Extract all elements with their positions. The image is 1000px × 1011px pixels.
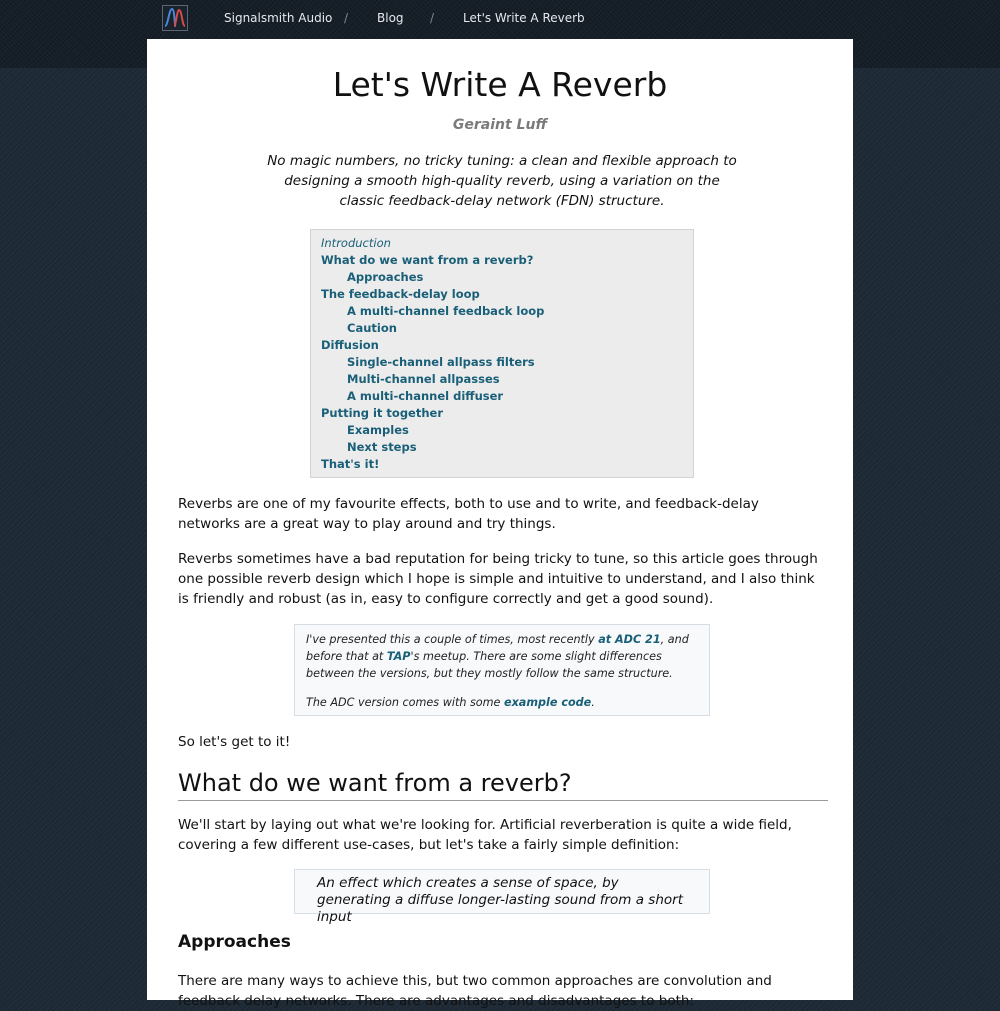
page-title: Let's Write A Reverb bbox=[332, 65, 668, 104]
note-text: The ADC version comes with some bbox=[306, 696, 504, 709]
example-code-link[interactable]: example code bbox=[504, 696, 592, 709]
breadcrumb-blog[interactable]: Blog bbox=[377, 11, 404, 25]
presentation-note-box bbox=[294, 624, 710, 716]
note-paragraph-1 bbox=[306, 631, 698, 682]
table-of-contents bbox=[310, 229, 694, 478]
note-text: I've presented this a couple of times, most recently bbox=[306, 633, 599, 646]
breadcrumb-separator: / bbox=[430, 11, 435, 25]
tap-link[interactable]: TAP bbox=[386, 650, 411, 663]
toc-item-multi-channel-diffuser[interactable]: A multi-channel diffuser bbox=[347, 389, 504, 403]
approaches-paragraph: There are many ways to achieve this, but two common approaches are convolution and feedback delay networks. There are advantages and disadvantages to both: bbox=[178, 973, 772, 1009]
subsection-heading-approaches: Approaches bbox=[178, 932, 291, 952]
note-paragraph-2 bbox=[306, 694, 698, 711]
author-name: Geraint Luff bbox=[452, 117, 548, 133]
definition-intro-paragraph: We'll start by laying out what we're looking for. Artificial reverberation is quite a wide field, covering a few different use-cases, but let's take a fairly simple definition: bbox=[178, 817, 792, 853]
toc-item-what-do-we-want[interactable]: What do we want from a reverb? bbox=[321, 253, 534, 267]
toc-item-diffusion[interactable]: Diffusion bbox=[321, 338, 379, 352]
toc-item-caution[interactable]: Caution bbox=[347, 321, 397, 335]
article-page bbox=[147, 39, 853, 1009]
toc-item-putting-it-together[interactable]: Putting it together bbox=[321, 406, 444, 420]
article-abstract: No magic numbers, no tricky tuning: a clean and flexible approach to designing a smooth high-quality reverb, using a variation on the classic feedback-delay network (FDN) structure. bbox=[267, 153, 737, 209]
toc-item-next-steps[interactable]: Next steps bbox=[347, 440, 417, 454]
toc-item-multi-channel-feedback-loop[interactable]: A multi-channel feedback loop bbox=[347, 304, 545, 318]
definition-quote-text: An effect which creates a sense of space, by generating a diffuse longer-lasting sound from a short input bbox=[317, 875, 684, 925]
note-text: 's meetup. There are some slight differences between the versions, but they mostly follow the same structure. bbox=[306, 650, 673, 680]
breadcrumb-current-page[interactable]: Let's Write A Reverb bbox=[463, 11, 585, 25]
definition-quote-box bbox=[294, 869, 710, 925]
intro-paragraph-2: Reverbs sometimes have a bad reputation for being tricky to tune, so this article goes through one possible reverb design which I hope is simple and intuitive to understand, and I also think is friendly and robust (as in, easy to configure correctly and get a good sound). bbox=[178, 551, 818, 607]
note-text: . bbox=[591, 696, 595, 709]
adc21-link[interactable]: at ADC 21 bbox=[598, 633, 661, 646]
signalsmith-logo[interactable] bbox=[162, 5, 188, 31]
toc-item-thats-it[interactable]: That's it! bbox=[321, 457, 380, 471]
toc-item-single-channel-allpass[interactable]: Single-channel allpass filters bbox=[347, 355, 535, 369]
lets-get-to-it-paragraph: So let's get to it! bbox=[178, 734, 291, 750]
breadcrumb-signalsmith-audio[interactable]: Signalsmith Audio bbox=[224, 11, 333, 25]
toc-item-multi-channel-allpasses[interactable]: Multi-channel allpasses bbox=[347, 372, 500, 386]
intro-paragraph-1: Reverbs are one of my favourite effects, both to use and to write, and feedback-delay networks are a great way to play around and try things. bbox=[178, 496, 759, 532]
breadcrumb-separator: / bbox=[344, 11, 349, 25]
toc-item-examples[interactable]: Examples bbox=[347, 423, 409, 437]
toc-item-approaches[interactable]: Approaches bbox=[347, 270, 424, 284]
toc-item-feedback-delay-loop[interactable]: The feedback-delay loop bbox=[321, 287, 480, 301]
toc-item-introduction[interactable]: Introduction bbox=[321, 236, 391, 250]
waveform-logo-icon bbox=[163, 6, 187, 30]
section-heading-what-do-we-want: What do we want from a reverb? bbox=[178, 767, 828, 801]
note-text: , and before that at bbox=[306, 633, 689, 663]
